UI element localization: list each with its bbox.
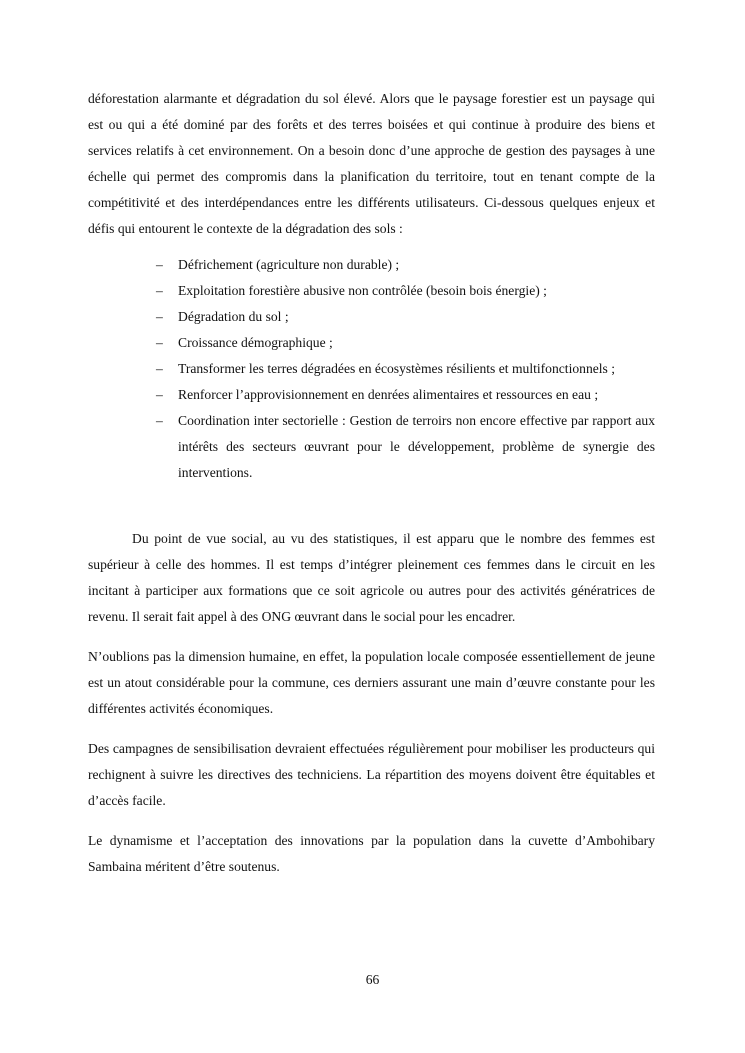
list-item <box>156 278 655 304</box>
dash-bullet-icon: – <box>156 413 163 428</box>
paragraph-human-dimension: N’oublions pas la dimension humaine, en effet, la population locale composée essentiellement de jeune est un atout considérable pour la commune, ces derniers assurant une main d’œuvre constante pour les différentes activités économiques. <box>88 649 655 716</box>
list-item-text: Coordination inter sectorielle : Gestion de terroirs non encore effective par rapport aux intérêts des secteurs œuvrant pour le développement, problème de synergie des interventions. <box>178 413 655 480</box>
list-item <box>156 304 655 330</box>
dash-bullet-icon: – <box>156 283 163 298</box>
list-item-text: Renforcer l’approvisionnement en denrées alimentaires et ressources en eau ; <box>178 387 599 402</box>
list-item <box>156 330 655 356</box>
paragraph-intro: déforestation alarmante et dégradation du sol élevé. Alors que le paysage forestier est un paysage qui est ou qui a été dominé par des forêts et des terres boisées et qui continue à produire des biens et services relatifs à cet environnement. On a besoin donc d’une approche de gestion des paysages à une échelle qui permet des compromis dans la planification du territoire, tout en tenant compte de la compétitivité et des interdépendances entre les différents utilisateurs. Ci-dessous quelques enjeux et défis qui entourent le contexte de la dégradation des sols : <box>88 91 655 236</box>
list-item-text: Défrichement (agriculture non durable) ; <box>178 257 400 272</box>
dash-bullet-icon: – <box>156 361 163 376</box>
list-item <box>156 252 655 278</box>
list-item-text: Transformer les terres dégradées en écosystèmes résilients et multifonctionnels ; <box>178 361 616 376</box>
dash-bullet-icon: – <box>156 309 163 324</box>
paragraph-social: Du point de vue social, au vu des statistiques, il est apparu que le nombre des femmes est supérieur à celle des hommes. Il est temps d’intégrer pleinement ces femmes dans le circuit en les incitant à participer aux formations que ce soit agricole ou autres pour des activités génératrices de revenu. Il serait fait appel à des ONG œuvrant dans le social pour les encadrer. <box>88 531 655 624</box>
dash-bullet-icon: – <box>156 387 163 402</box>
challenges-list <box>88 252 655 486</box>
section-spacer <box>88 486 655 526</box>
dash-bullet-icon: – <box>156 257 163 272</box>
dash-bullet-icon: – <box>156 335 163 350</box>
list-item-text: Dégradation du sol ; <box>178 309 289 324</box>
list-item <box>156 382 655 408</box>
list-item <box>156 356 655 382</box>
paragraph-innovation: Le dynamisme et l’acceptation des innovations par la population dans la cuvette d’Ambohibary Sambaina méritent d’être soutenus. <box>88 833 655 874</box>
paragraph-awareness-campaigns: Des campagnes de sensibilisation devraient effectuées régulièrement pour mobiliser les producteurs qui rechignent à suivre les directives des techniciens. La répartition des moyens doivent être équitables et d’accès facile. <box>88 741 655 808</box>
list-item-text: Exploitation forestière abusive non contrôlée (besoin bois énergie) ; <box>178 283 547 298</box>
list-item-text: Croissance démographique ; <box>178 335 333 350</box>
page-number: 66 <box>365 972 380 987</box>
list-item <box>156 408 655 486</box>
document-page <box>88 86 655 880</box>
